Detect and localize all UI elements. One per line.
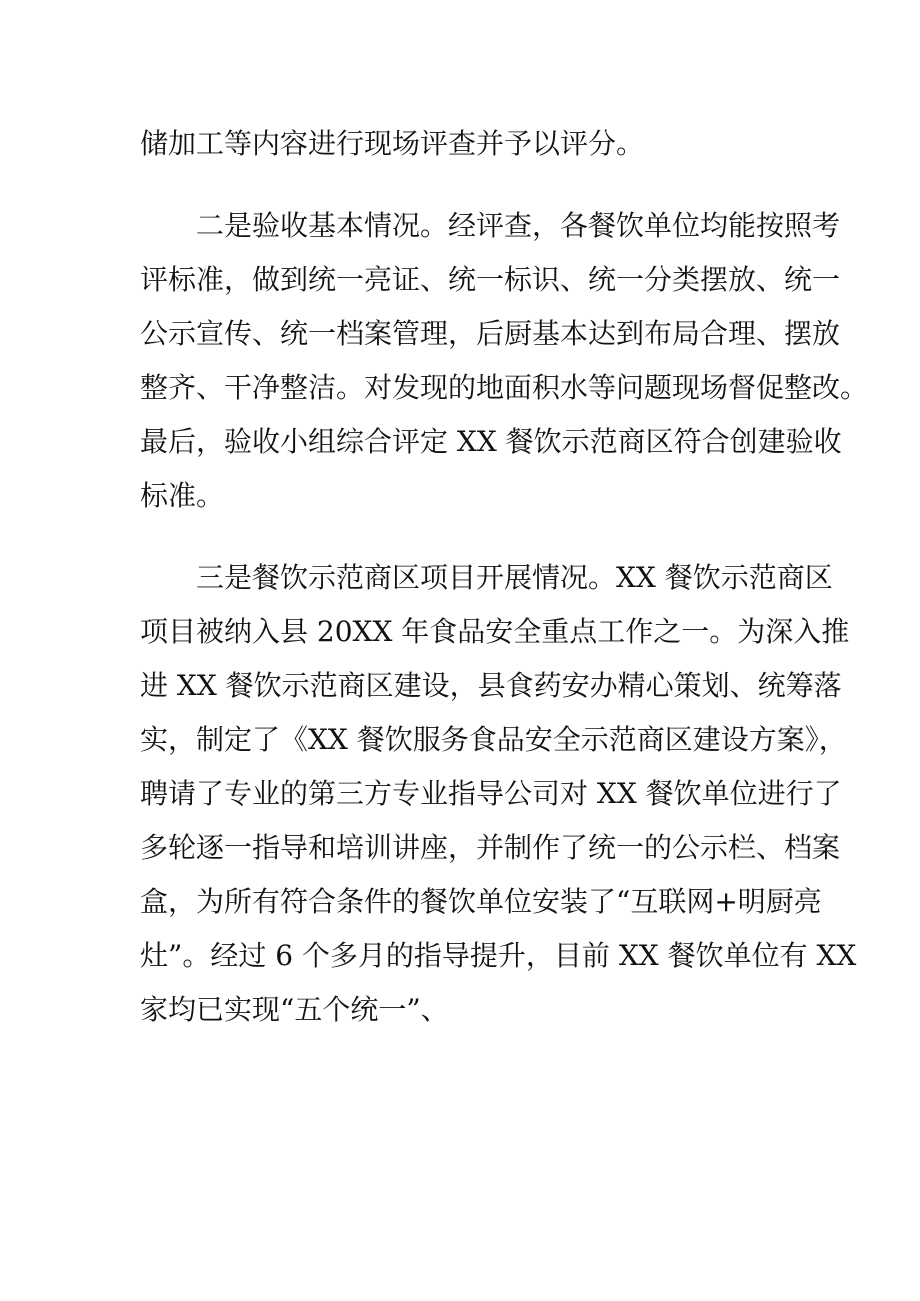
text-line: 整齐、干净整洁。对发现的地面积水等问题现场督促整改。 [140,371,869,404]
text-line: 最后，验收小组综合评定 XX 餐饮示范商区符合创建验收 [140,425,842,458]
text-line: 储加工等内容进行现场评查并予以评分。 [140,127,645,160]
text-line: 灶”。经过 6 个多月的指导提升，目前 XX 餐饮单位有 XX [140,939,857,972]
paragraph-first-line: 二是验收基本情况。经评查，各餐饮单位均能按照考 [196,209,841,242]
text-line: 实，制定了《XX 餐饮服务食品安全示范商区建设方案》， [140,723,847,756]
text-line: 家均已实现“五个统一”、 [140,993,449,1026]
text-line: 进 XX 餐饮示范商区建设，县食药安办精心策划、统筹落 [140,669,842,702]
text-line: 聘请了专业的第三方专业指导公司对 XX 餐饮单位进行了 [140,777,842,810]
text-line: 盒，为所有符合条件的餐饮单位安装了“互联网+明厨亮 [140,885,822,918]
paragraph-first-line: 三是餐饮示范商区项目开展情况。XX 餐饮示范商区 [196,561,833,594]
text-line: 公示宣传、统一档案管理，后厨基本达到布局合理、摆放 [140,317,841,350]
text-line: 评标准，做到统一亮证、统一标识、统一分类摆放、统一 [140,263,841,296]
text-line: 项目被纳入县 20XX 年食品安全重点工作之一。为深入推 [140,615,850,648]
text-line: 多轮逐一指导和培训讲座，并制作了统一的公示栏、档案 [140,831,841,864]
text-line: 标准。 [140,479,225,512]
